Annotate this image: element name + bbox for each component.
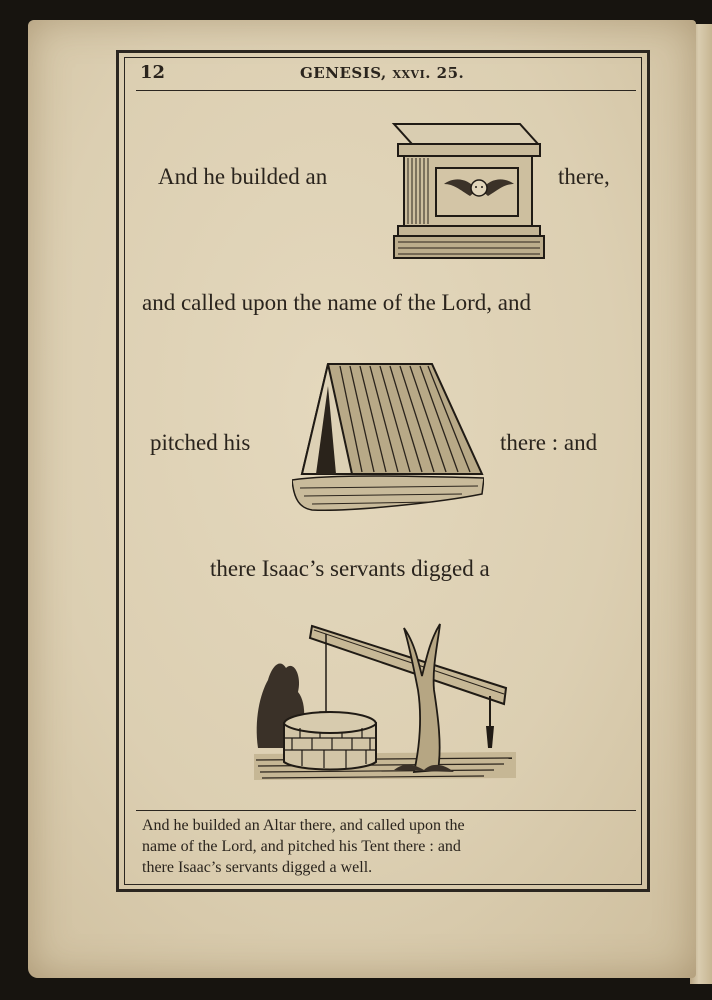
text-line-2: and called upon the name of the Lord, and xyxy=(142,290,531,315)
text-line-3-start: pitched his xyxy=(150,430,251,455)
text-line-1-start: And he builded an xyxy=(158,164,328,189)
tent-woodcut xyxy=(292,362,484,518)
caption-line-1: And he builded an Altar there, and called upon the xyxy=(142,817,465,834)
caption-line-3: there Isaac’s servants digged a well. xyxy=(142,859,373,876)
text-line-1-end: there, xyxy=(558,164,610,189)
caption-rule xyxy=(136,810,636,811)
header-rule xyxy=(136,90,636,91)
altar-woodcut xyxy=(390,118,546,262)
text-line-4: there Isaac’s servants digged a xyxy=(210,556,490,581)
caption-line-2: name of the Lord, and pitched his Tent there : and xyxy=(142,838,461,855)
running-head: GENESIS, xxvi. 25. xyxy=(300,64,465,82)
well-woodcut xyxy=(254,620,516,786)
verse-caption xyxy=(142,815,632,878)
text-line-3-end: there : and xyxy=(500,430,598,455)
page-number: 12 xyxy=(140,62,166,83)
